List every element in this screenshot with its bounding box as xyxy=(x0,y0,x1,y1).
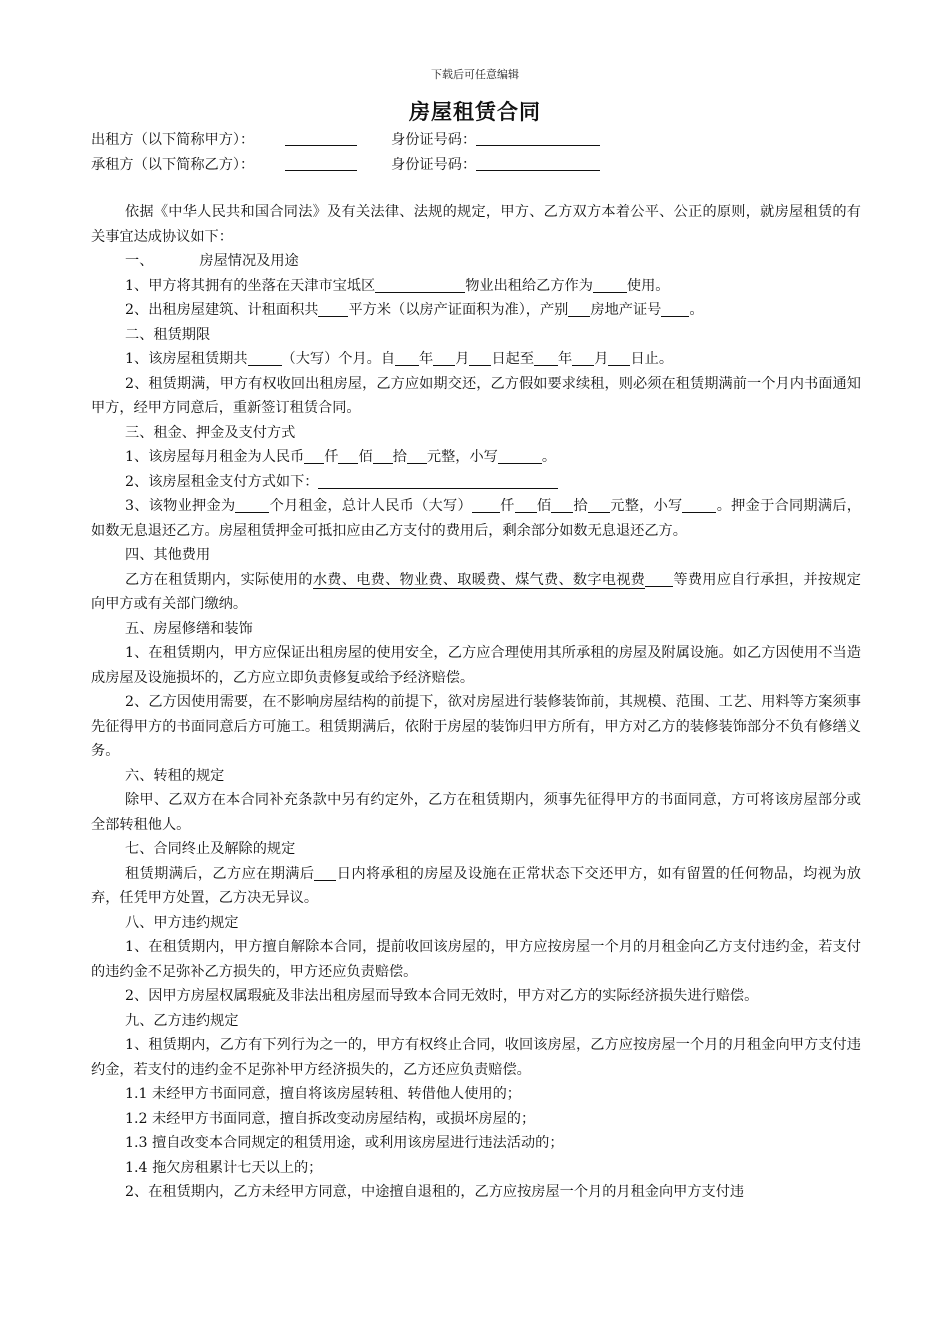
section-8-heading: 八、甲方违约规定 xyxy=(125,914,239,931)
section-3-clause-2 xyxy=(91,470,861,495)
clause-text: 租赁期满后，乙方应在期满后 xyxy=(125,865,315,882)
clause-text: 年 xyxy=(419,351,434,367)
clause-text: 日止。 xyxy=(630,351,674,367)
clause-text: 月 xyxy=(455,351,470,367)
section-5-clause-1: 1、在租赁期内，甲方应保证出租房屋的使用安全，乙方应合理使用其所承租的房屋及附属设施。如乙方因使用不当造成房屋及设施损坏的，乙方应立即负责修复或给予经济赔偿。 xyxy=(91,645,861,686)
clause-text: 等费用应自行承担，并按规定向甲方或有关部门缴纳。 xyxy=(91,571,861,612)
rent-yuan-blank xyxy=(407,448,427,464)
fee-list-underlined: 水费、电费、物业费、取暖费、煤气费、数字电视费 xyxy=(312,571,646,588)
clause-text: 使用。 xyxy=(626,277,670,294)
clause-text: 物业出租给乙方作为 xyxy=(465,277,593,294)
deposit-months-blank xyxy=(235,497,269,513)
lessee-label: 承租方（以下简称乙方）： xyxy=(91,157,255,173)
rent-figure-blank xyxy=(498,448,542,464)
clause-text: 日起至 xyxy=(491,351,535,367)
lessee-id-blank xyxy=(476,156,600,171)
clause-text: 元整，小写 xyxy=(426,449,498,465)
section-7-clause-1 xyxy=(91,862,861,911)
clause-text: 月 xyxy=(594,351,609,367)
section-9-item-1-4: 1.4 拖欠房租累计七天以上的； xyxy=(125,1159,323,1176)
clause-text: 拾 xyxy=(573,498,588,514)
section-6-heading: 六、转租的规定 xyxy=(125,767,225,784)
clause-text: 仟 xyxy=(324,449,339,465)
start-day-blank xyxy=(469,350,491,366)
clause-text: 佰 xyxy=(536,498,552,514)
clause-text: （大写）个月。自 xyxy=(281,351,396,367)
clause-text: 日内将承租的房屋及设施在正常状态下交还甲方，如有留置的任何物品，均视为放弃，任凭甲方处置，乙方决无异议。 xyxy=(91,865,861,906)
return-days-blank xyxy=(314,865,336,881)
lessor-name-blank xyxy=(285,131,357,146)
payment-method-blank xyxy=(318,473,558,489)
clause-text: 3、该物业押金为 xyxy=(125,498,236,514)
section-9-clause-2: 2、在租赁期内，乙方未经甲方同意，中途擅自退租的，乙方应按房屋一个月的月租金向甲方支付违 xyxy=(125,1184,745,1200)
section-8-clause-2: 2、因甲方房屋权属瑕疵及非法出租房屋而导致本合同无效时，甲方对乙方的实际经济损失进行赔偿。 xyxy=(125,988,759,1004)
lessee-row xyxy=(91,154,600,174)
clause-text: 1、甲方将其拥有的坐落在天津市宝坻区 xyxy=(125,277,376,294)
section-1-number: 一、 xyxy=(125,253,154,269)
section-9-item-1-2: 1.2 未经甲方书面同意，擅自拆改变动房屋结构，或损坏房屋的； xyxy=(125,1110,536,1127)
other-fees-blank xyxy=(645,571,673,587)
lessee-name-blank xyxy=(285,156,357,171)
intro-paragraph: 依据《中华人民共和国合同法》及有关法律、法规的规定，甲方、乙方双方本着公平、公正的原则，就房屋租赁的有关事宜达成协议如下： xyxy=(91,204,861,245)
clause-text: 。押金于合同期满后，如数无息退还乙方。房屋租赁押金可抵扣应由乙方支付的费用后，剩余部分如数无息退还乙方。 xyxy=(91,498,861,539)
end-year-blank xyxy=(534,350,558,366)
section-8-clause-1: 1、在租赁期内，甲方擅自解除本合同，提前收回该房屋的，甲方应按房屋一个月的月租金向乙方支付违约金，若支付的违约金不足弥补乙方损失的，甲方还应负责赔偿。 xyxy=(91,939,861,980)
rent-thousand-blank xyxy=(304,448,324,464)
section-6-clause-1: 除甲、乙双方在本合同补充条款中另有约定外，乙方在租赁期内，须事先征得甲方的书面同意，方可将该房屋部分或全部转租他人。 xyxy=(91,792,861,833)
section-1-title: 房屋情况及用途 xyxy=(199,253,299,269)
section-3-heading: 三、租金、押金及支付方式 xyxy=(125,424,296,441)
start-month-blank xyxy=(433,350,455,366)
lessee-id-label: 身份证号码： xyxy=(391,157,477,173)
certificate-blank xyxy=(661,301,689,317)
section-9-item-1-3: 1.3 擅自改变本合同规定的租赁用途，或利用该房屋进行违法活动的； xyxy=(125,1135,564,1151)
clause-text: 。 xyxy=(689,302,704,318)
section-3-clause-1 xyxy=(91,445,861,470)
section-1-clause-1 xyxy=(91,274,861,299)
deposit-figure-blank xyxy=(682,497,716,513)
clause-text: 个月租金，总计人民币（大写） xyxy=(269,498,472,514)
clause-text: 1、该房屋租赁期共 xyxy=(125,351,248,367)
clause-text: 年 xyxy=(558,351,573,367)
usage-blank xyxy=(593,277,627,293)
clause-text: 仟 xyxy=(499,498,515,514)
end-month-blank xyxy=(572,350,594,366)
clause-text: 乙方在租赁期内，实际使用的 xyxy=(125,571,313,588)
lessor-id-label: 身份证号码： xyxy=(391,132,477,148)
clause-text: 佰 xyxy=(358,449,373,465)
rent-ten-blank xyxy=(373,448,393,464)
section-3-clause-3 xyxy=(91,494,861,543)
section-7-heading: 七、合同终止及解除的规定 xyxy=(125,841,296,857)
section-2-clause-2: 2、租赁期满，甲方有权收回出租房屋，乙方应如期交还，乙方假如要求续租，则必须在租赁期满前一个月内书面通知甲方，经甲方同意后，重新签订租赁合同。 xyxy=(91,375,861,416)
deposit-hundred-blank xyxy=(515,497,537,513)
clause-text: 1、该房屋每月租金为人民币 xyxy=(125,449,305,465)
clause-text: 房地产证号 xyxy=(590,302,662,318)
lessor-id-blank xyxy=(476,131,600,146)
end-day-blank xyxy=(608,350,630,366)
section-2-clause-1 xyxy=(91,347,861,372)
months-blank xyxy=(248,350,282,366)
clause-text: 。 xyxy=(541,449,557,465)
area-blank xyxy=(318,301,348,317)
section-4-heading: 四、其他费用 xyxy=(125,547,211,563)
section-9-heading: 九、乙方违约规定 xyxy=(125,1012,239,1029)
property-type-blank xyxy=(568,301,590,317)
rent-hundred-blank xyxy=(338,448,358,464)
address-blank xyxy=(375,277,465,293)
lessor-label: 出租方（以下简称甲方）： xyxy=(91,132,255,148)
deposit-ten-blank xyxy=(551,497,573,513)
contract-body xyxy=(91,200,861,1205)
section-9-clause-1: 1、租赁期内，乙方有下列行为之一的，甲方有权终止合同，收回该房屋，乙方应按房屋一个月的月租金向甲方支付违约金，若支付的违约金不足弥补甲方经济损失的，乙方还应负责赔偿。 xyxy=(91,1037,861,1078)
section-2-heading: 二、租赁期限 xyxy=(125,326,211,343)
clause-text: 2、出租房屋建筑、计租面积共 xyxy=(125,302,319,318)
section-5-clause-2: 2、乙方因使用需要，在不影响房屋结构的前提下，欲对房屋进行装修装饰前，其规模、范围、工艺、用料等方案须事先征得甲方的书面同意后方可施工。租赁期满后，依附于房屋的装饰归甲方所有，甲方对乙方的装修装饰部分不负有修缮义务。 xyxy=(91,694,861,759)
section-4-clause-1 xyxy=(91,568,861,617)
clause-text: 2、该房屋租金支付方式如下： xyxy=(125,473,319,490)
clause-text: 平方米（以房产证面积为准），产别 xyxy=(348,302,569,318)
section-5-heading: 五、房屋修缮和装饰 xyxy=(125,620,253,637)
start-year-blank xyxy=(395,350,419,366)
clause-text: 元整，小写 xyxy=(610,498,683,514)
download-note: 下载后可任意编辑 xyxy=(431,68,519,81)
section-1-clause-2 xyxy=(91,298,861,323)
contract-title: 房屋租赁合同 xyxy=(409,99,541,124)
lessor-row xyxy=(91,129,600,149)
deposit-yuan-blank xyxy=(588,497,610,513)
section-9-item-1-1: 1.1 未经甲方书面同意，擅自将该房屋转租、转借他人使用的； xyxy=(125,1086,521,1102)
clause-text: 拾 xyxy=(392,449,407,465)
deposit-thousand-blank xyxy=(472,497,500,513)
section-1-heading xyxy=(91,249,861,274)
